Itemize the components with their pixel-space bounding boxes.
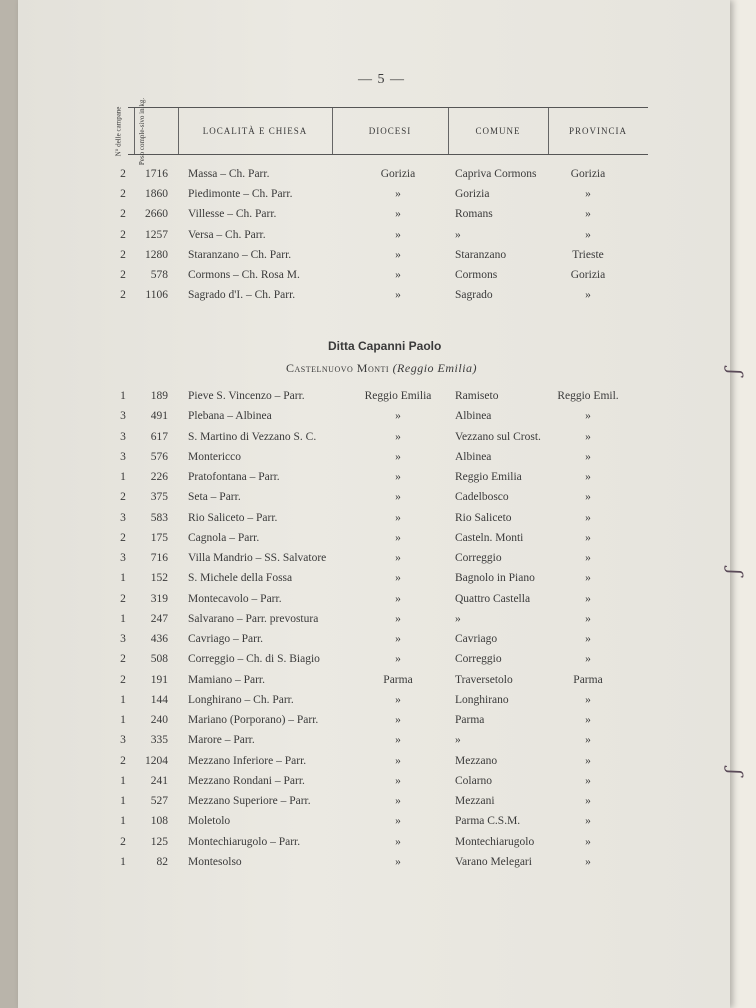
province-cell: » [585,228,591,241]
location-cell: Montechiarugolo – Parr. [188,835,301,848]
diocese-cell: » [395,208,401,221]
bell-count-cell: 2 [120,835,126,848]
province-cell: » [585,208,591,221]
weight-cell: 1106 [145,289,168,302]
province-cell: » [585,754,591,767]
diocese-cell: » [395,734,401,747]
province-cell: Gorizia [570,168,606,180]
table-row [18,451,730,471]
weight-cell: 125 [150,835,168,848]
bell-count-cell: 1 [120,572,126,585]
weight-cell: 1860 [145,188,168,201]
table-row [18,208,730,228]
location-cell: Mezzano Superiore – Parr. [188,795,311,807]
bell-count-cell: 2 [120,208,126,221]
location-cell: Salvarano – Parr. prevostura [188,612,319,625]
weight-cell: 247 [150,612,168,625]
diocese-cell: » [395,552,401,564]
adjacent-paper [728,0,756,1008]
comune-cell: » [455,228,461,241]
comune-cell: Bagnolo in Piano [455,572,535,585]
province-cell: » [585,471,591,483]
bell-count-cell: 1 [120,815,126,828]
weight-cell: 583 [150,511,168,524]
handwriting-mark: ʃ [723,769,748,775]
header-comune: COMUNE [475,126,521,136]
weight-cell: 240 [150,714,168,726]
province-cell: Trieste [572,248,604,261]
location-cell: Mamiano – Parr. [188,673,265,686]
table-row [18,249,730,269]
bell-count-cell: 2 [120,653,126,666]
diocese-cell: » [395,248,401,261]
bell-count-cell: 3 [120,511,126,524]
location-cell: Staranzano – Ch. Parr. [188,248,292,261]
bell-count-cell: 2 [120,491,126,504]
diocese-cell: » [395,653,401,666]
bell-count-cell: 2 [120,168,126,180]
bell-count-cell: 3 [120,734,126,747]
comune-cell: Quattro Castella [455,592,531,605]
comune-cell: Casteln. Monti [455,531,524,544]
table-row [18,653,730,673]
location-cell: S. Michele della Fossa [188,572,293,585]
diocese-cell: » [395,410,401,423]
location-cell: S. Martino di Vezzano S. C. [188,430,317,443]
comune-cell: Parma C.S.M. [455,815,521,828]
province-cell: » [585,450,591,463]
table-row [18,431,730,451]
comune-cell: Colarno [455,774,493,787]
diocese-cell: » [395,693,401,706]
weight-cell: 335 [150,734,168,747]
diocese-cell: » [395,471,401,483]
table-row [18,471,730,491]
diocese-cell: » [395,633,401,645]
province-cell: » [585,835,591,848]
weight-cell: 436 [150,633,168,645]
table-row [18,856,730,876]
table-row [18,289,730,309]
weight-cell: 716 [150,552,168,564]
bell-count-cell: 1 [120,714,126,726]
province-cell: » [585,491,591,504]
diocese-cell: » [395,815,401,828]
comune-cell: Varano Melegari [455,855,532,868]
weight-cell: 152 [150,572,168,585]
diocese-cell: » [395,228,401,241]
comune-cell: Mezzano [455,754,498,767]
table-row [18,593,730,613]
bell-count-cell: 1 [120,795,126,807]
table-header-rule [128,154,648,155]
diocese-cell: » [395,855,401,868]
table-row [18,572,730,592]
province-cell: Parma [573,673,603,686]
location-cell: Massa – Ch. Parr. [188,168,270,180]
ditta-heading: Ditta Capanni Paolo [328,339,442,353]
bell-count-cell: 1 [120,612,126,625]
bell-count-cell: 2 [120,754,126,767]
province-cell: » [585,410,591,423]
location-cell: Versa – Ch. Parr. [188,228,266,241]
location-cell: Sagrado d'I. – Ch. Parr. [188,289,296,302]
comune-cell: » [455,612,461,625]
bell-count-cell: 2 [120,531,126,544]
comune-cell: Romans [455,208,493,221]
diocese-cell: » [395,531,401,544]
comune-cell: Vezzano sul Crost. [455,430,541,443]
province-cell: » [585,531,591,544]
province-cell: » [585,734,591,747]
header-peso: Peso comple-sivo in kg. [138,97,147,165]
bell-count-cell: 2 [120,248,126,261]
location-cell: Mezzano Rondani – Parr. [188,774,305,787]
province-cell: Reggio Emil. [557,390,619,402]
handwriting-mark: ʃ [723,569,748,575]
location-cell: Plebana – Albinea [188,410,272,423]
bell-count-cell: 3 [120,450,126,463]
diocese-cell: » [395,450,401,463]
province-cell: » [585,592,591,605]
comune-cell: Staranzano [455,248,507,261]
bell-count-cell: 1 [120,855,126,868]
table-row [18,552,730,572]
comune-cell: Traversetolo [455,673,513,686]
weight-cell: 576 [150,450,168,463]
province-cell: » [585,289,591,302]
weight-cell: 1716 [145,168,168,180]
province-cell: » [585,693,591,706]
table-row [18,795,730,815]
weight-cell: 108 [150,815,168,828]
bell-count-cell: 3 [120,410,126,423]
bell-count-cell: 2 [120,188,126,201]
location-cell: Cagnola – Parr. [188,531,260,544]
header-diocesi: DIOCESI [368,126,412,136]
diocese-cell: » [395,269,401,281]
handwriting-mark: ʃ [723,369,748,375]
location-cell: Cormons – Ch. Rosa M. [188,269,300,281]
province-cell: » [585,795,591,807]
comune-cell: Parma [455,714,485,726]
weight-cell: 191 [150,673,168,686]
comune-cell: Rio Saliceto [455,511,512,524]
province-cell: » [585,188,591,201]
table-row [18,815,730,835]
bell-count-cell: 2 [120,592,126,605]
header-provincia: PROVINCIA [568,126,627,136]
diocese-cell: » [395,289,401,302]
column-divider [134,108,135,154]
location-cell: Rio Saliceto – Parr. [188,511,278,524]
table-row [18,229,730,249]
bell-count-cell: 3 [120,430,126,443]
table-row [18,410,730,430]
province-cell: » [585,855,591,868]
weight-cell: 2660 [145,208,168,221]
diocese-cell: » [395,714,401,726]
table-row [18,734,730,754]
bell-count-cell: 3 [120,633,126,645]
comune-cell: Albinea [455,450,492,463]
table-row [18,836,730,856]
weight-cell: 375 [150,491,168,504]
weight-cell: 241 [150,774,168,787]
province-cell: » [585,572,591,585]
weight-cell: 175 [150,531,168,544]
weight-cell: 1257 [145,228,168,241]
page-number: — 5 — [358,72,405,87]
province-cell: » [585,653,591,666]
bell-count-cell: 1 [120,693,126,706]
weight-cell: 1280 [145,248,168,261]
location-cell: Mezzano Inferiore – Parr. [188,754,307,767]
weight-cell: 319 [150,592,168,605]
diocese-cell: » [395,592,401,605]
bell-count-cell: 1 [120,471,126,483]
bell-count-cell: 3 [120,552,126,564]
weight-cell: 617 [150,430,168,443]
bell-count-cell: 2 [120,289,126,302]
weight-cell: 578 [150,269,168,281]
table-row [18,269,730,289]
diocese-cell: » [395,491,401,504]
location-cell: Longhirano – Ch. Parr. [188,693,294,706]
table-row [18,633,730,653]
location-cell: Seta – Parr. [188,491,241,504]
location-cell: Pratofontana – Parr. [188,471,280,483]
diocese-cell: » [395,572,401,585]
diocese-cell: » [395,795,401,807]
diocese-cell: » [395,774,401,787]
table-row [18,491,730,511]
province-cell: » [585,633,591,645]
diocese-cell: » [395,430,401,443]
comune-cell: Ramiseto [455,390,499,402]
province-cell: » [585,430,591,443]
diocese-cell: » [395,835,401,848]
weight-cell: 189 [150,390,168,402]
table-row [18,188,730,208]
location-cell: Montecavolo – Parr. [188,592,282,605]
table-row [18,714,730,734]
weight-cell: 527 [150,795,168,807]
comune-cell: Correggio [455,552,502,564]
location-cell: Montesolso [188,855,242,868]
comune-cell: Capriva Cormons [455,168,537,180]
document-page [18,0,730,1008]
province-cell: » [585,552,591,564]
place-heading [286,361,477,376]
table-row [18,532,730,552]
comune-cell: Correggio [455,653,502,666]
header-num-campane: N° delle campane [114,106,123,156]
bell-count-cell: 2 [120,673,126,686]
table-row [18,512,730,532]
weight-cell: 82 [156,855,168,868]
comune-cell: Montechiarugolo [455,835,535,848]
weight-cell: 226 [150,471,168,483]
location-cell: Villesse – Ch. Parr. [188,208,277,221]
bell-count-cell: 2 [120,269,126,281]
diocese-cell: Parma [383,673,413,686]
place-name: Castelnuovo Monti [286,361,390,375]
location-cell: Piedimonte – Ch. Parr. [188,188,293,201]
weight-cell: 508 [150,653,168,666]
weight-cell: 1204 [145,754,168,767]
province-cell: » [585,511,591,524]
comune-cell: » [455,734,461,747]
table-row [18,694,730,714]
diocese-cell: » [395,188,401,201]
location-cell: Moletolo [188,815,231,828]
comune-cell: Albinea [455,410,492,423]
bell-count-cell: 1 [120,774,126,787]
weight-cell: 144 [150,693,168,706]
province-cell: » [585,714,591,726]
bell-count-cell: 1 [120,390,126,402]
table-row [18,613,730,633]
location-cell: Marore – Parr. [188,734,255,747]
header-localita: LOCALITÀ E CHIESA [202,126,308,136]
comune-cell: Cormons [455,269,498,281]
table-row [18,168,730,188]
comune-cell: Cadelbosco [455,491,509,504]
location-cell: Mariano (Porporano) – Parr. [188,714,319,726]
location-cell: Montericco [188,450,242,463]
bell-count-cell: 2 [120,228,126,241]
diocese-cell: » [395,511,401,524]
diocese-cell: Reggio Emilia [364,390,432,402]
table-row [18,390,730,410]
diocese-cell: » [395,612,401,625]
comune-cell: Mezzani [455,795,495,807]
table-row [18,775,730,795]
place-region: (Reggio Emilia) [392,361,478,375]
province-cell: » [585,774,591,787]
province-cell: Gorizia [570,269,606,281]
province-cell: » [585,612,591,625]
comune-cell: Sagrado [455,289,493,302]
location-cell: Correggio – Ch. di S. Biagio [188,653,320,666]
comune-cell: Cavriago [455,633,498,645]
diocese-cell: » [395,754,401,767]
table-row [18,674,730,694]
location-cell: Pieve S. Vincenzo – Parr. [188,390,305,402]
province-cell: » [585,815,591,828]
comune-cell: Reggio Emilia [455,471,522,483]
table-row [18,755,730,775]
weight-cell: 491 [150,410,168,423]
comune-cell: Longhirano [455,693,509,706]
location-cell: Villa Mandrio – SS. Salvatore [188,552,327,564]
location-cell: Cavriago – Parr. [188,633,264,645]
diocese-cell: Gorizia [380,168,416,180]
comune-cell: Gorizia [455,188,490,201]
